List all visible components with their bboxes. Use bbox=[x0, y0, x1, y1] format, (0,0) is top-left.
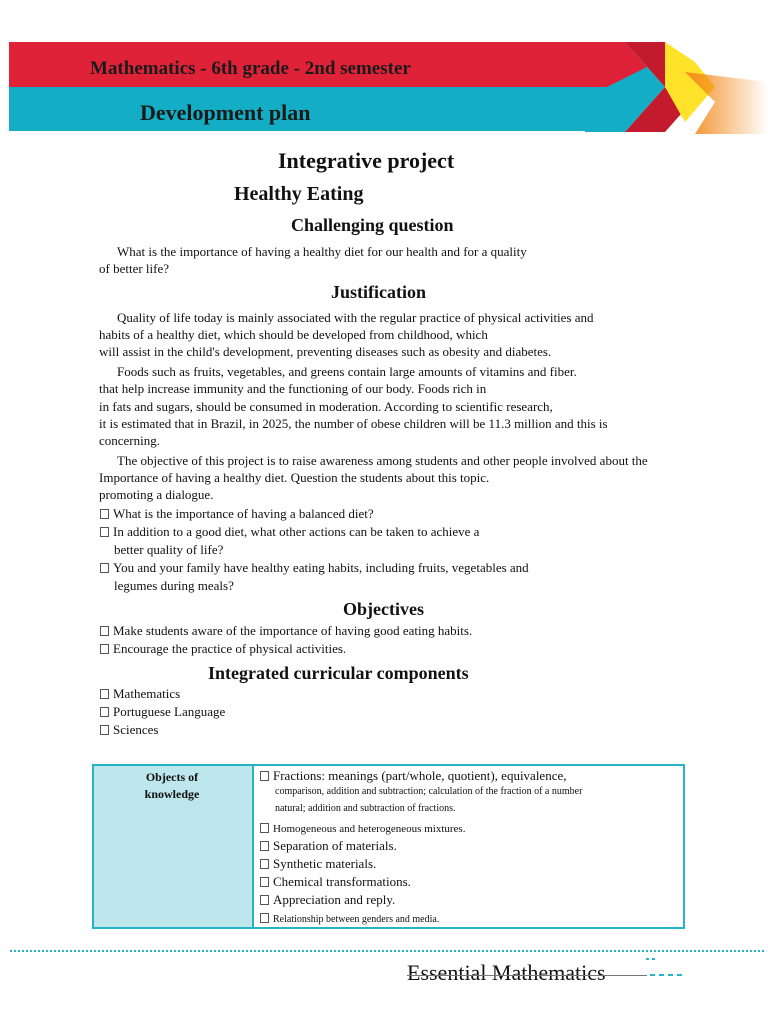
knowledge-item: Fractions: meanings (part/whole, quotient), equivalence, bbox=[260, 767, 567, 785]
knowledge-label-line-1: Objects of bbox=[145, 770, 199, 784]
components-heading: Integrated curricular components bbox=[208, 663, 469, 683]
component-item: Sciences bbox=[100, 721, 158, 739]
checkbox-bullet-icon bbox=[260, 895, 269, 905]
knowledge-table bbox=[92, 764, 685, 929]
footer-dash-decoration bbox=[646, 955, 686, 979]
just-p2-line-1: Foods such as fruits, vegetables, and greens contain large amounts of vitamins and fiber. bbox=[117, 364, 577, 379]
component-item: Mathematics bbox=[100, 685, 180, 703]
checkbox-bullet-icon bbox=[260, 877, 269, 887]
just-p1-line-1: Quality of life today is mainly associated with the regular practice of physical activities and bbox=[117, 310, 594, 325]
footer-dotted-divider bbox=[10, 950, 764, 952]
knowledge-item: Appreciation and reply. bbox=[260, 891, 395, 909]
just-p2-line-3: in fats and sugars, should be consumed in moderation. According to scientific research, bbox=[99, 399, 553, 414]
objectives-heading: Objectives bbox=[343, 599, 424, 619]
subject-title: Mathematics - 6th grade - 2nd semester bbox=[90, 58, 411, 79]
checkbox-bullet-icon bbox=[100, 509, 109, 519]
knowledge-subline: natural; addition and subtraction of fractions. bbox=[275, 803, 456, 814]
question-item: In addition to a good diet, what other actions can be taken to achieve a bbox=[100, 523, 479, 541]
checkbox-bullet-icon bbox=[100, 725, 109, 735]
checkbox-bullet-icon bbox=[260, 859, 269, 869]
challenging-line-2: of better life? bbox=[99, 261, 170, 276]
question-item: You and your family have healthy eating habits, including fruits, vegetables and bbox=[100, 559, 529, 577]
just-p1-line-2: habits of a healthy diet, which should be developed from childhood, which bbox=[99, 327, 488, 342]
checkbox-bullet-icon bbox=[260, 771, 269, 781]
just-p1-line-3: will assist in the child's development, preventing diseases such as obesity and diabetes. bbox=[99, 344, 552, 359]
checkbox-bullet-icon bbox=[100, 626, 109, 636]
challenging-heading: Challenging question bbox=[291, 215, 454, 235]
knowledge-label bbox=[94, 769, 250, 803]
question-item-continued: better quality of life? bbox=[114, 542, 224, 557]
knowledge-label-cell bbox=[94, 766, 254, 927]
checkbox-bullet-icon bbox=[260, 913, 269, 923]
just-p3-line-2: Importance of having a healthy diet. Question the students about this topic. bbox=[99, 470, 490, 485]
justification-heading: Justification bbox=[331, 282, 427, 302]
checkbox-bullet-icon bbox=[100, 689, 109, 699]
objective-item: Encourage the practice of physical activities. bbox=[100, 640, 346, 658]
knowledge-label-line-2: knowledge bbox=[144, 787, 200, 801]
checkbox-bullet-icon bbox=[100, 707, 109, 717]
just-p3-line-1: The objective of this project is to raise awareness among students and other people involved about the bbox=[117, 453, 648, 468]
knowledge-item: Relationship between genders and media. bbox=[260, 909, 439, 929]
just-p2-line-5: concerning. bbox=[99, 433, 161, 448]
project-title: Integrative project bbox=[278, 148, 455, 173]
checkbox-bullet-icon bbox=[100, 563, 109, 573]
just-p2-line-2: that help increase immunity and the functioning of our body. Foods rich in bbox=[99, 381, 487, 396]
header-decoration bbox=[585, 42, 768, 134]
footer-brand: Essential Mathematics bbox=[407, 960, 606, 985]
project-subtitle: Healthy Eating bbox=[234, 183, 364, 205]
plan-title: Development plan bbox=[140, 100, 311, 125]
just-p3-line-3: promoting a dialogue. bbox=[99, 487, 214, 502]
knowledge-item: Separation of materials. bbox=[260, 837, 397, 855]
challenging-line-1: What is the importance of having a healthy diet for our health and for a quality bbox=[117, 244, 527, 259]
checkbox-bullet-icon bbox=[100, 644, 109, 654]
knowledge-item: Homogeneous and heterogeneous mixtures. bbox=[260, 819, 465, 838]
objective-item: Make students aware of the importance of having good eating habits. bbox=[100, 622, 472, 640]
question-item-continued: legumes during meals? bbox=[114, 578, 234, 593]
knowledge-item: Synthetic materials. bbox=[260, 855, 376, 873]
knowledge-subline: comparison, addition and subtraction; calculation of the fraction of a number bbox=[275, 786, 583, 797]
footer-underline bbox=[407, 975, 647, 976]
checkbox-bullet-icon bbox=[260, 841, 269, 851]
just-p2-line-4: it is estimated that in Brazil, in 2025, the number of obese children will be 11.3 million and this is bbox=[99, 416, 608, 431]
knowledge-item: Chemical transformations. bbox=[260, 873, 411, 891]
component-item: Portuguese Language bbox=[100, 703, 225, 721]
question-item: What is the importance of having a balanced diet? bbox=[100, 505, 374, 523]
checkbox-bullet-icon bbox=[260, 823, 269, 833]
checkbox-bullet-icon bbox=[100, 527, 109, 537]
